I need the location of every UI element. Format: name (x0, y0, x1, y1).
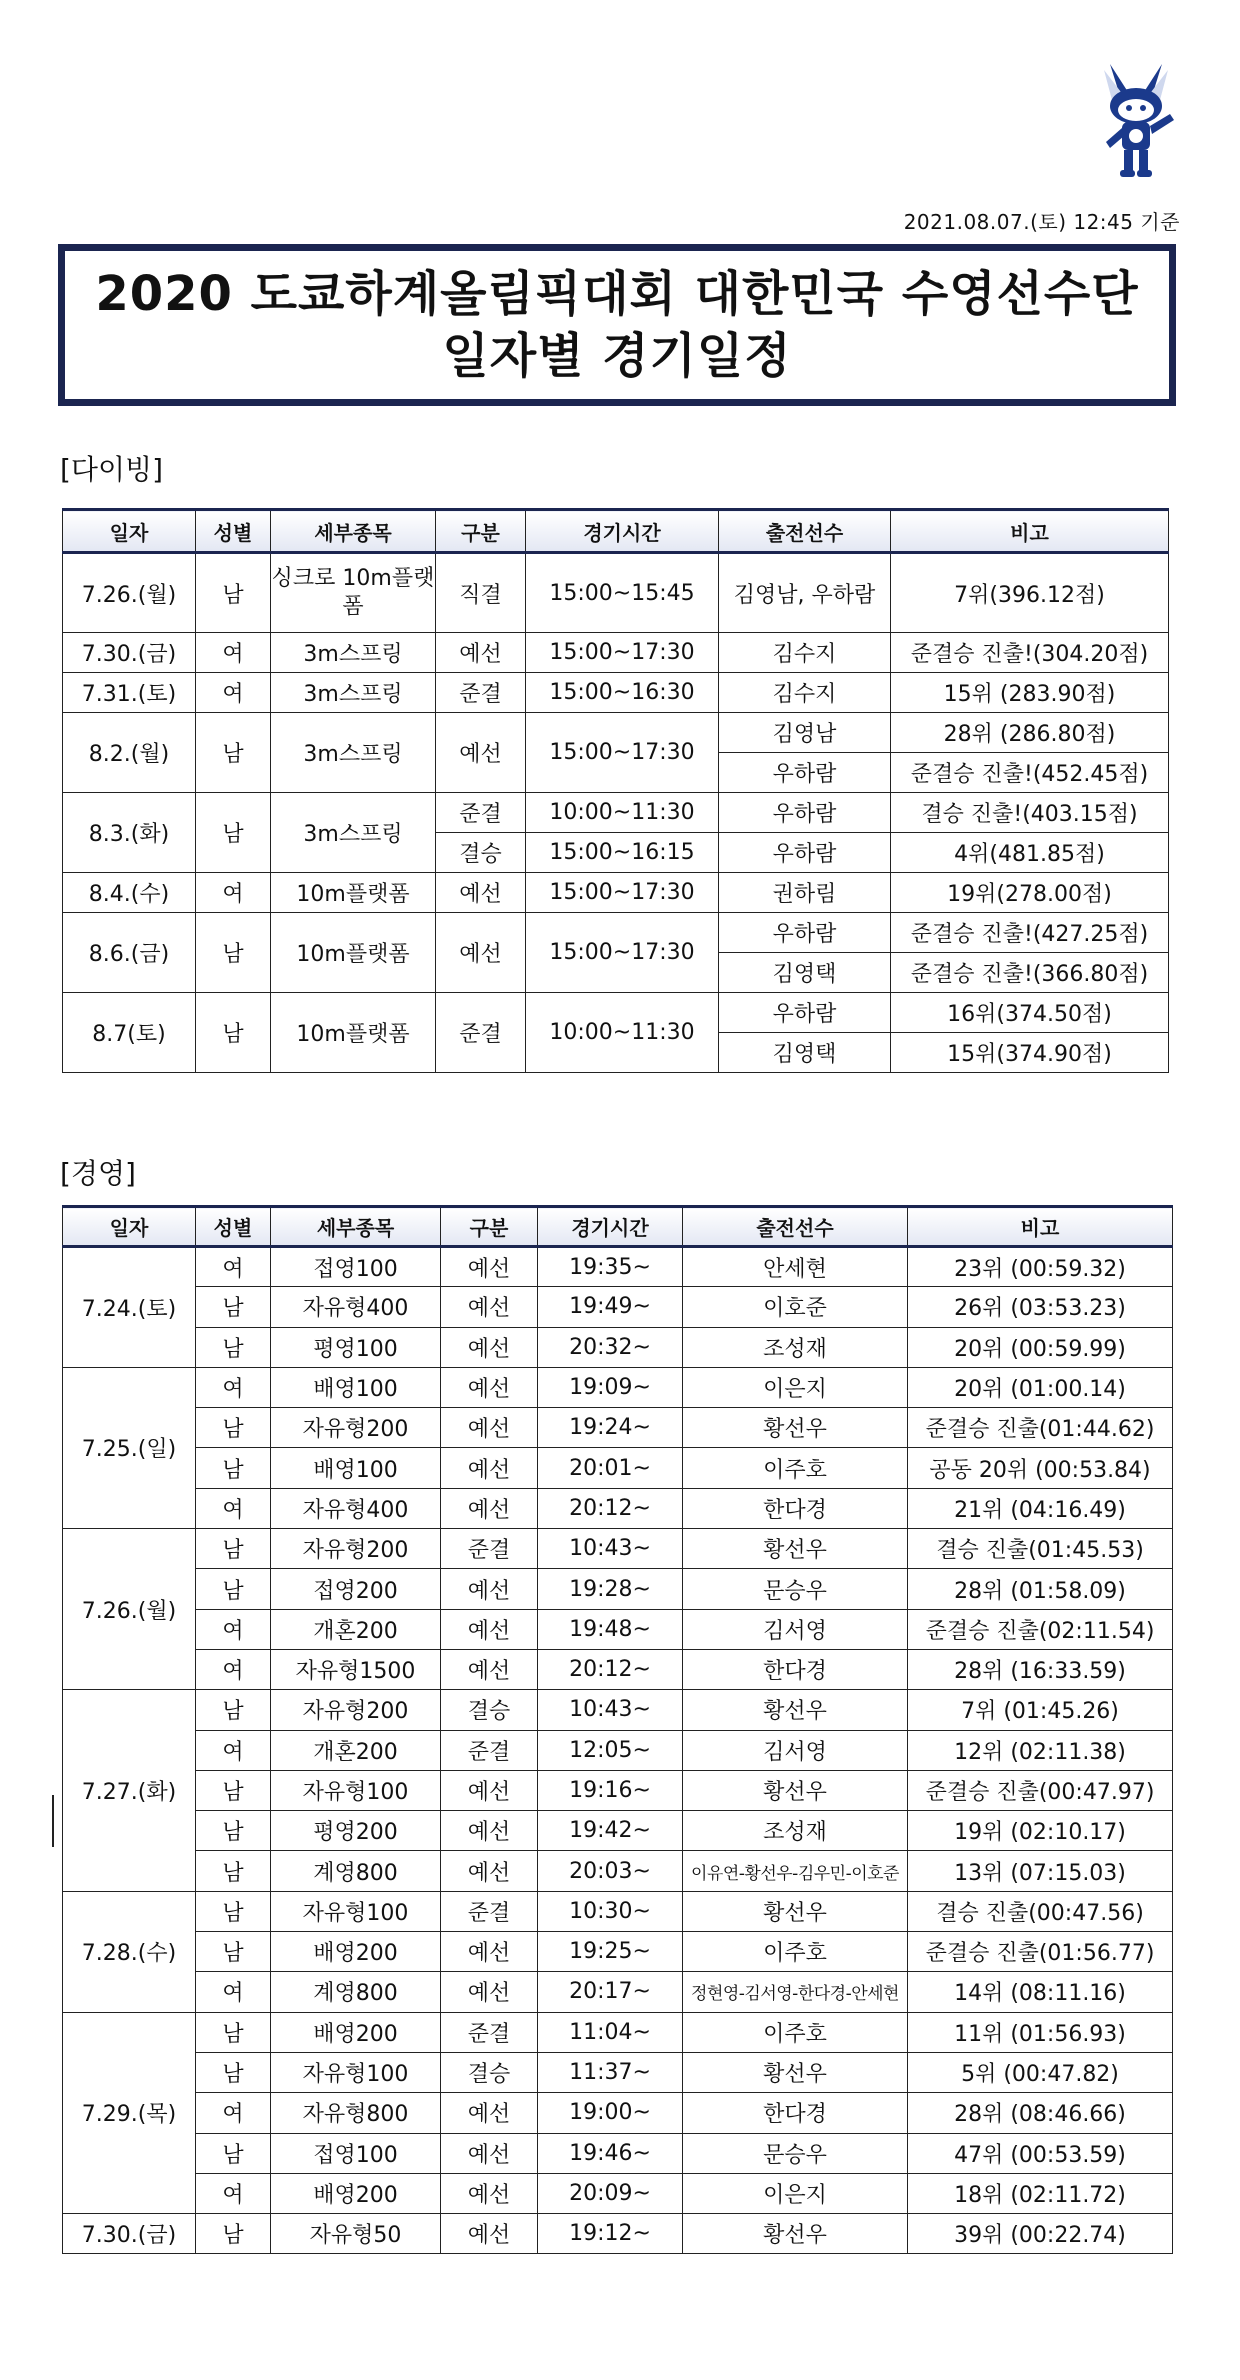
cell-event: 자유형200 (271, 1529, 441, 1569)
cell-note: 5위 (00:47.82) (908, 2052, 1173, 2092)
cell-athlete: 우하람 (719, 833, 891, 873)
cell-note: 15위(374.90점) (891, 1033, 1169, 1073)
cell-event: 평영200 (271, 1811, 441, 1851)
cell-note: 준결승 진출(00:47.97) (908, 1770, 1173, 1810)
table-row (63, 1367, 1173, 1407)
cell-athlete: 안세현 (683, 1247, 908, 1287)
cell-event: 자유형1500 (271, 1649, 441, 1689)
cell-athlete: 김영택 (719, 1033, 891, 1073)
cell-event: 자유형200 (271, 1690, 441, 1730)
table-row (63, 1609, 1173, 1649)
cell-round: 예선 (436, 633, 526, 673)
table-row (63, 1408, 1173, 1448)
table-row (63, 633, 1169, 673)
cell-athlete: 권하림 (719, 873, 891, 913)
cell-note: 14위 (08:11.16) (908, 1972, 1173, 2012)
table-row (63, 673, 1169, 713)
cell-time: 19:46~ (538, 2133, 683, 2173)
table-row (63, 713, 1169, 753)
cell-event: 싱크로 10m플랫폼 (271, 553, 436, 633)
header-note: 비고 (891, 510, 1169, 553)
cell-event: 배영100 (271, 1448, 441, 1488)
cell-athlete: 우하람 (719, 993, 891, 1033)
cell-time: 15:00~16:30 (526, 673, 719, 713)
cell-gender: 여 (196, 2173, 271, 2213)
cell-date: 8.2.(월) (63, 713, 196, 793)
cell-round: 예선 (441, 2214, 538, 2254)
table-row (63, 1327, 1173, 1367)
cell-gender: 여 (196, 1730, 271, 1770)
header-event: 세부종목 (271, 1207, 441, 1247)
table-row (63, 2133, 1173, 2173)
cell-note: 7위 (01:45.26) (908, 1690, 1173, 1730)
table-row (63, 1529, 1173, 1569)
cell-note: 준결승 진출(01:44.62) (908, 1408, 1173, 1448)
cell-event: 3m스프링 (271, 713, 436, 793)
table-row (63, 1730, 1173, 1770)
header-gender: 성별 (196, 1207, 271, 1247)
cell-note: 결승 진출!(403.15점) (891, 793, 1169, 833)
cell-note: 준결승 진출!(427.25점) (891, 913, 1169, 953)
cell-event: 자유형400 (271, 1287, 441, 1327)
cell-athlete: 김영남 (719, 713, 891, 753)
cell-time: 11:37~ (538, 2052, 683, 2092)
cell-time: 10:00~11:30 (526, 793, 719, 833)
cell-event: 자유형100 (271, 2052, 441, 2092)
cell-note: 19위(278.00점) (891, 873, 1169, 913)
cell-round: 예선 (441, 1649, 538, 1689)
cell-athlete: 황선우 (683, 1770, 908, 1810)
cell-time: 15:00~17:30 (526, 633, 719, 673)
header-athlete: 출전선수 (719, 510, 891, 553)
cell-athlete: 이주호 (683, 2012, 908, 2052)
cell-gender: 남 (196, 2133, 271, 2173)
cell-note: 준결승 진출(02:11.54) (908, 1609, 1173, 1649)
cell-time: 19:49~ (538, 1287, 683, 1327)
table-row (63, 553, 1169, 633)
cell-time: 19:16~ (538, 1770, 683, 1810)
cell-event: 자유형100 (271, 1891, 441, 1931)
cell-gender: 남 (196, 1891, 271, 1931)
diving-header-row (63, 510, 1169, 553)
table-row (63, 1851, 1173, 1891)
cell-event: 자유형200 (271, 1408, 441, 1448)
cell-athlete: 우하람 (719, 913, 891, 953)
cell-time: 19:48~ (538, 1609, 683, 1649)
cell-event: 자유형800 (271, 2093, 441, 2133)
cell-note: 39위 (00:22.74) (908, 2214, 1173, 2254)
cell-note: 15위 (283.90점) (891, 673, 1169, 713)
cell-event: 자유형400 (271, 1488, 441, 1528)
cell-gender: 여 (196, 1609, 271, 1649)
table-row (63, 1932, 1173, 1972)
cell-event: 평영100 (271, 1327, 441, 1367)
cell-athlete: 이은지 (683, 2173, 908, 2213)
cell-event: 자유형100 (271, 1770, 441, 1810)
cell-time: 10:00~11:30 (526, 993, 719, 1073)
swimming-section-label: [경영] (60, 1157, 136, 1190)
cell-gender: 남 (196, 1287, 271, 1327)
cell-time: 19:24~ (538, 1408, 683, 1448)
cell-athlete: 김수지 (719, 673, 891, 713)
cell-date: 7.24.(토) (63, 1247, 196, 1368)
table-row (63, 1448, 1173, 1488)
cell-round: 준결 (436, 673, 526, 713)
cell-note: 20위 (01:00.14) (908, 1367, 1173, 1407)
table-row (63, 913, 1169, 953)
cell-gender: 남 (196, 1448, 271, 1488)
cell-round: 준결 (436, 793, 526, 833)
cell-time: 15:00~15:45 (526, 553, 719, 633)
cell-date: 7.26.(월) (63, 1529, 196, 1690)
cell-time: 20:32~ (538, 1327, 683, 1367)
olympic-mascot-icon (1090, 62, 1182, 180)
cell-date: 8.6.(금) (63, 913, 196, 993)
cell-event: 3m스프링 (271, 793, 436, 873)
cell-round: 예선 (441, 1327, 538, 1367)
cell-round: 결승 (441, 1690, 538, 1730)
cell-gender: 남 (196, 1408, 271, 1448)
header-date: 일자 (63, 1207, 196, 1247)
cell-athlete: 이은지 (683, 1367, 908, 1407)
cell-note: 19위 (02:10.17) (908, 1811, 1173, 1851)
cell-gender: 남 (196, 553, 271, 633)
table-row (63, 2173, 1173, 2213)
cell-round: 예선 (441, 2173, 538, 2213)
cell-round: 준결 (441, 1529, 538, 1569)
cell-event: 계영800 (271, 1972, 441, 2012)
swimming-header-row (63, 1207, 1173, 1247)
cell-event: 개혼200 (271, 1609, 441, 1649)
table-row (63, 1811, 1173, 1851)
cell-event: 배영200 (271, 2173, 441, 2213)
cell-gender: 여 (196, 1972, 271, 2012)
cell-time: 20:03~ (538, 1851, 683, 1891)
table-row (63, 1488, 1173, 1528)
cell-date: 7.25.(일) (63, 1367, 196, 1528)
cell-time: 10:30~ (538, 1891, 683, 1931)
cell-event: 3m스프링 (271, 673, 436, 713)
cell-time: 19:00~ (538, 2093, 683, 2133)
cell-date: 7.31.(토) (63, 673, 196, 713)
cell-gender: 여 (196, 673, 271, 713)
cell-round: 결승 (441, 2052, 538, 2092)
cell-round: 예선 (441, 1932, 538, 1972)
cell-athlete: 이주호 (683, 1932, 908, 1972)
cell-note: 12위 (02:11.38) (908, 1730, 1173, 1770)
cell-event: 배영200 (271, 2012, 441, 2052)
cell-athlete: 이호준 (683, 1287, 908, 1327)
table-row (63, 1649, 1173, 1689)
cell-note: 4위(481.85점) (891, 833, 1169, 873)
table-row (63, 1770, 1173, 1810)
cell-gender: 여 (196, 1247, 271, 1287)
cell-note: 47위 (00:53.59) (908, 2133, 1173, 2173)
header-time: 경기시간 (526, 510, 719, 553)
cell-athlete: 우하람 (719, 793, 891, 833)
cell-athlete: 김영택 (719, 953, 891, 993)
cell-athlete: 황선우 (683, 2052, 908, 2092)
cell-time: 15:00~17:30 (526, 713, 719, 793)
cell-gender: 남 (196, 2012, 271, 2052)
cell-round: 예선 (441, 2093, 538, 2133)
cell-round: 준결 (441, 1891, 538, 1931)
cell-note: 7위(396.12점) (891, 553, 1169, 633)
cell-note: 28위 (286.80점) (891, 713, 1169, 753)
cell-date: 8.7(토) (63, 993, 196, 1073)
table-row (63, 993, 1169, 1033)
cell-time: 19:25~ (538, 1932, 683, 1972)
cell-gender: 남 (196, 713, 271, 793)
cell-note: 16위(374.50점) (891, 993, 1169, 1033)
cell-gender: 여 (196, 873, 271, 913)
cell-note: 28위 (01:58.09) (908, 1569, 1173, 1609)
cell-athlete: 한다경 (683, 2093, 908, 2133)
cell-note: 23위 (00:59.32) (908, 1247, 1173, 1287)
cell-round: 예선 (441, 1287, 538, 1327)
cell-event: 10m플랫폼 (271, 913, 436, 993)
table-row (63, 1247, 1173, 1287)
header-note: 비고 (908, 1207, 1173, 1247)
cell-time: 15:00~17:30 (526, 873, 719, 913)
cell-athlete: 이유연-황선우-김우민-이호준 (683, 1851, 908, 1891)
header-date: 일자 (63, 510, 196, 553)
cell-event: 배영200 (271, 1932, 441, 1972)
cell-gender: 남 (196, 1770, 271, 1810)
title-box (58, 244, 1176, 406)
cell-round: 결승 (436, 833, 526, 873)
cell-time: 19:28~ (538, 1569, 683, 1609)
table-row (63, 873, 1169, 913)
cell-event: 자유형50 (271, 2214, 441, 2254)
cell-time: 20:17~ (538, 1972, 683, 2012)
header-event: 세부종목 (271, 510, 436, 553)
diving-section-label: [다이빙] (60, 453, 163, 486)
cell-round: 직결 (436, 553, 526, 633)
cell-athlete: 조성재 (683, 1327, 908, 1367)
cell-note: 결승 진출(01:45.53) (908, 1529, 1173, 1569)
cell-note: 결승 진출(00:47.56) (908, 1891, 1173, 1931)
cell-athlete: 김영남, 우하람 (719, 553, 891, 633)
cell-time: 19:09~ (538, 1367, 683, 1407)
cell-gender: 남 (196, 1690, 271, 1730)
cell-athlete: 이주호 (683, 1448, 908, 1488)
cell-gender: 남 (196, 1932, 271, 1972)
cell-time: 10:43~ (538, 1690, 683, 1730)
cell-event: 배영100 (271, 1367, 441, 1407)
cell-event: 10m플랫폼 (271, 993, 436, 1073)
cell-note: 11위 (01:56.93) (908, 2012, 1173, 2052)
cell-event: 계영800 (271, 1851, 441, 1891)
table-row (63, 1690, 1173, 1730)
cell-time: 19:12~ (538, 2214, 683, 2254)
cell-gender: 남 (196, 1851, 271, 1891)
cell-round: 예선 (441, 1247, 538, 1287)
cell-athlete: 조성재 (683, 1811, 908, 1851)
cell-round: 예선 (441, 1488, 538, 1528)
cell-time: 20:01~ (538, 1448, 683, 1488)
cell-note: 공동 20위 (00:53.84) (908, 1448, 1173, 1488)
cell-note: 준결승 진출!(452.45점) (891, 753, 1169, 793)
cell-athlete: 황선우 (683, 2214, 908, 2254)
cell-athlete: 김수지 (719, 633, 891, 673)
table-row (63, 2012, 1173, 2052)
cell-athlete: 김서영 (683, 1730, 908, 1770)
header-athlete: 출전선수 (683, 1207, 908, 1247)
table-row (63, 793, 1169, 833)
table-row (63, 1569, 1173, 1609)
table-row (63, 1891, 1173, 1931)
cell-date: 7.28.(수) (63, 1891, 196, 2012)
cell-gender: 남 (196, 1327, 271, 1367)
cell-time: 10:43~ (538, 1529, 683, 1569)
cell-gender: 남 (196, 913, 271, 993)
cell-athlete: 한다경 (683, 1488, 908, 1528)
cell-event: 접영200 (271, 1569, 441, 1609)
cell-date: 7.27.(화) (63, 1690, 196, 1891)
cell-athlete: 정현영-김서영-한다경-안세현 (683, 1972, 908, 2012)
cell-note: 13위 (07:15.03) (908, 1851, 1173, 1891)
cell-note: 준결승 진출!(366.80점) (891, 953, 1169, 993)
cell-round: 예선 (441, 1448, 538, 1488)
cell-athlete: 한다경 (683, 1649, 908, 1689)
cell-event: 접영100 (271, 1247, 441, 1287)
cell-round: 예선 (441, 1851, 538, 1891)
cell-round: 준결 (441, 1730, 538, 1770)
cell-event: 접영100 (271, 2133, 441, 2173)
swimming-schedule-table (62, 1205, 1173, 2254)
cell-time: 19:35~ (538, 1247, 683, 1287)
cell-round: 예선 (441, 1367, 538, 1407)
cell-gender: 여 (196, 633, 271, 673)
cell-round: 준결 (436, 993, 526, 1073)
cell-gender: 여 (196, 2093, 271, 2133)
cell-round: 예선 (436, 873, 526, 913)
cell-time: 20:12~ (538, 1649, 683, 1689)
cell-gender: 여 (196, 1367, 271, 1407)
cell-date: 7.30.(금) (63, 2214, 196, 2254)
table-row (63, 1972, 1173, 2012)
cell-time: 19:42~ (538, 1811, 683, 1851)
cell-round: 예선 (441, 1609, 538, 1649)
header-time: 경기시간 (538, 1207, 683, 1247)
margin-mark (52, 1795, 54, 1847)
cell-date: 8.4.(수) (63, 873, 196, 913)
cell-date: 8.3.(화) (63, 793, 196, 873)
cell-gender: 남 (196, 793, 271, 873)
page-title: 2020 도쿄하계올림픽대회 대한민국 수영선수단 (95, 266, 1139, 322)
cell-round: 예선 (436, 713, 526, 793)
cell-athlete: 황선우 (683, 1408, 908, 1448)
cell-time: 12:05~ (538, 1730, 683, 1770)
cell-date: 7.29.(목) (63, 2012, 196, 2213)
cell-time: 20:12~ (538, 1488, 683, 1528)
table-row (63, 2093, 1173, 2133)
cell-athlete: 황선우 (683, 1690, 908, 1730)
table-row (63, 2052, 1173, 2092)
cell-note: 28위 (08:46.66) (908, 2093, 1173, 2133)
cell-round: 예선 (441, 2133, 538, 2173)
cell-note: 18위 (02:11.72) (908, 2173, 1173, 2213)
cell-gender: 남 (196, 1529, 271, 1569)
cell-time: 11:04~ (538, 2012, 683, 2052)
reference-datetime: 2021.08.07.(토) 12:45 기준 (903, 210, 1180, 234)
table-row (63, 1287, 1173, 1327)
cell-gender: 남 (196, 1811, 271, 1851)
diving-schedule-table (62, 508, 1169, 1073)
cell-date: 7.26.(월) (63, 553, 196, 633)
cell-note: 21위 (04:16.49) (908, 1488, 1173, 1528)
cell-gender: 남 (196, 1569, 271, 1609)
cell-note: 26위 (03:53.23) (908, 1287, 1173, 1327)
cell-gender: 남 (196, 2052, 271, 2092)
cell-round: 예선 (441, 1569, 538, 1609)
cell-athlete: 문승우 (683, 1569, 908, 1609)
cell-date: 7.30.(금) (63, 633, 196, 673)
cell-athlete: 황선우 (683, 1891, 908, 1931)
cell-athlete: 우하람 (719, 753, 891, 793)
table-row (63, 2214, 1173, 2254)
cell-event: 10m플랫폼 (271, 873, 436, 913)
cell-round: 예선 (441, 1972, 538, 2012)
cell-note: 28위 (16:33.59) (908, 1649, 1173, 1689)
cell-round: 예선 (441, 1811, 538, 1851)
header-round: 구분 (441, 1207, 538, 1247)
cell-gender: 남 (196, 993, 271, 1073)
cell-athlete: 김서영 (683, 1609, 908, 1649)
header-gender: 성별 (196, 510, 271, 553)
cell-gender: 여 (196, 1649, 271, 1689)
cell-round: 준결 (441, 2012, 538, 2052)
cell-note: 20위 (00:59.99) (908, 1327, 1173, 1367)
cell-gender: 여 (196, 1488, 271, 1528)
cell-athlete: 황선우 (683, 1529, 908, 1569)
cell-time: 15:00~17:30 (526, 913, 719, 993)
cell-round: 예선 (441, 1408, 538, 1448)
cell-note: 준결승 진출(01:56.77) (908, 1932, 1173, 1972)
cell-round: 예선 (441, 1770, 538, 1810)
page-subtitle: 일자별 경기일정 (442, 328, 792, 384)
cell-event: 3m스프링 (271, 633, 436, 673)
cell-round: 예선 (436, 913, 526, 993)
cell-time: 20:09~ (538, 2173, 683, 2213)
cell-athlete: 문승우 (683, 2133, 908, 2173)
cell-event: 개혼200 (271, 1730, 441, 1770)
cell-time: 15:00~16:15 (526, 833, 719, 873)
cell-gender: 남 (196, 2214, 271, 2254)
cell-note: 준결승 진출!(304.20점) (891, 633, 1169, 673)
header-round: 구분 (436, 510, 526, 553)
